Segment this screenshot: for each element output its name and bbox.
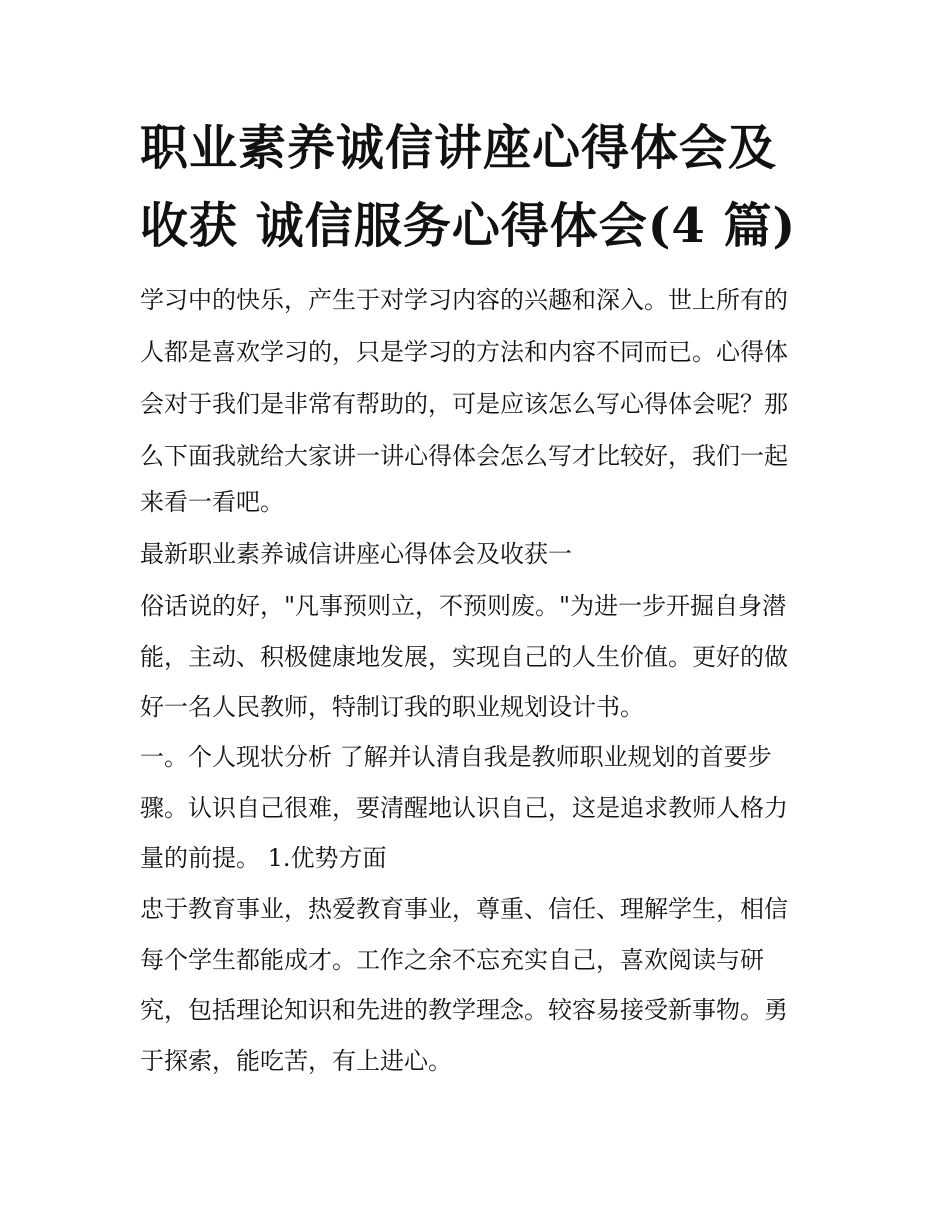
paragraph-line: 究，包括理论知识和先进的教学理念。较容易接受新事物。勇 xyxy=(140,996,788,1024)
paragraph-line: 么下面我就给大家讲一讲心得体会怎么写才比较好，我们一起 xyxy=(140,442,788,470)
paragraph-line: 人都是喜欢学习的，只是学习的方法和内容不同而已。心得体 xyxy=(140,338,788,366)
paragraph-line: 会对于我们是非常有帮助的，可是应该怎么写心得体会呢？那 xyxy=(140,390,788,418)
paragraph-line: 好一名人民教师，特制订我的职业规划设计书。 xyxy=(140,693,644,721)
paragraph-line: 一。个人现状分析 了解并认清自我是教师职业规划的首要步 xyxy=(140,743,772,771)
document-title-line-1: 职业素养诚信讲座心得体会及 xyxy=(140,120,778,176)
paragraph-line: 忠于教育事业，热爱教育事业，尊重、信任、理解学生，相信 xyxy=(140,895,788,923)
paragraph-line: 骤。认识自己很难，要清醒地认识自己，这是追求教师人格力 xyxy=(140,794,788,822)
paragraph-line: 来看一看吧。 xyxy=(140,488,284,516)
section-heading: 最新职业素养诚信讲座心得体会及收获一 xyxy=(140,540,572,568)
paragraph-line: 学习中的快乐，产生于对学习内容的兴趣和深入。世上所有的 xyxy=(140,286,788,314)
paragraph-line: 于探索，能吃苦，有上进心。 xyxy=(140,1047,452,1075)
paragraph-line: 能，主动、积极健康地发展，实现自己的人生价值。更好的做 xyxy=(140,643,788,671)
paragraph-line: 俗话说的好，"凡事预则立，不预则废。"为进一步开掘自身潜 xyxy=(140,592,787,620)
paragraph-line: 量的前提。 1.优势方面 xyxy=(140,844,387,872)
paragraph-line: 每个学生都能成才。工作之余不忘充实自己，喜欢阅读与研 xyxy=(140,946,764,974)
document-title-line-2: 收获 诚信服务心得体会(4 篇) xyxy=(140,198,797,254)
